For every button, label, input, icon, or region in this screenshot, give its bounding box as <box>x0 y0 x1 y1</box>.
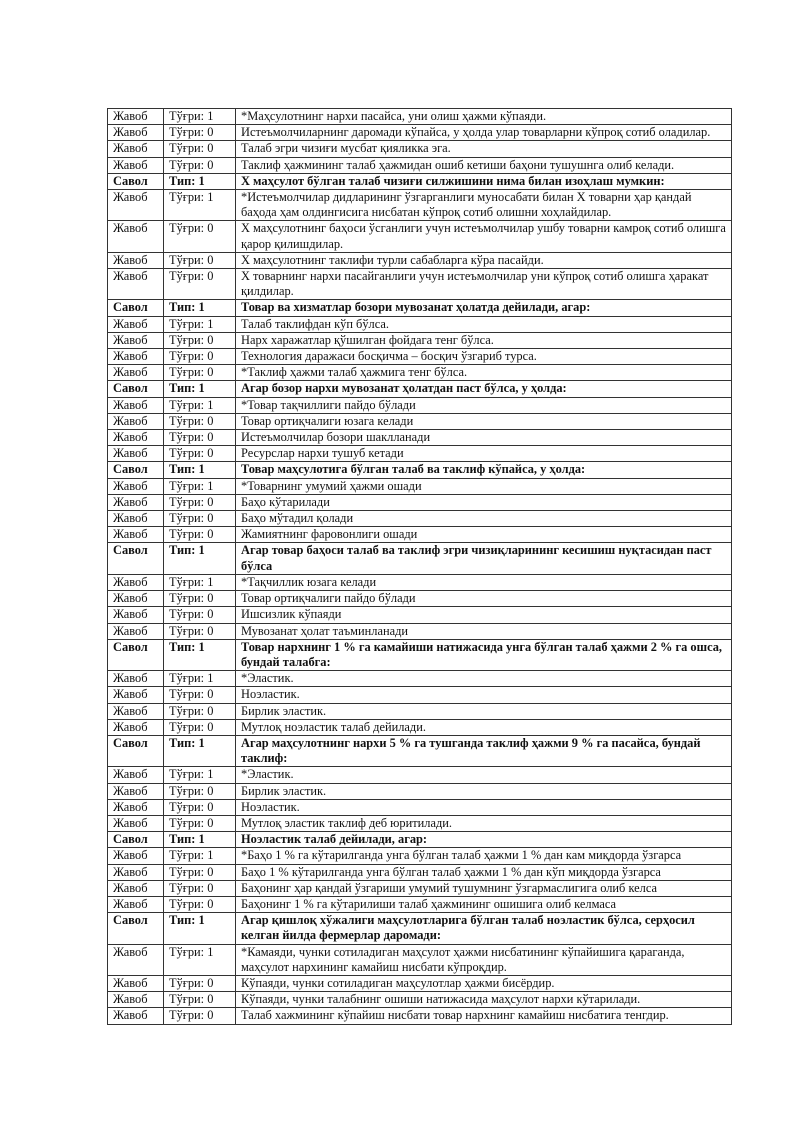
question-row <box>108 832 732 848</box>
answer-row <box>108 687 732 703</box>
row-type-cell: Жавоб <box>108 1008 164 1024</box>
row-text-cell: Технология даражаси босқичма – босқич ўзгариб турса. <box>236 349 732 365</box>
row-text-cell: Талаб эгри чизиғи мусбат қияликка эга. <box>236 141 732 157</box>
row-text-cell: *Эластик. <box>236 767 732 783</box>
answer-row <box>108 864 732 880</box>
row-type-cell: Жавоб <box>108 125 164 141</box>
answer-row <box>108 413 732 429</box>
row-text-cell: Товар ортиқчалиги юзага келади <box>236 413 732 429</box>
answer-row <box>108 992 732 1008</box>
row-text-cell: Кўпаяди, чунки талабнинг ошиши натижасида маҳсулот нархи кўтарилади. <box>236 992 732 1008</box>
answer-row <box>108 896 732 912</box>
row-type-cell: Жавоб <box>108 478 164 494</box>
answer-row <box>108 397 732 413</box>
answer-row <box>108 944 732 975</box>
row-type-cell: Жавоб <box>108 252 164 268</box>
question-row <box>108 300 732 316</box>
answer-row <box>108 719 732 735</box>
row-text-cell: Баҳо 1 % кўтарилганда унга бўлган талаб ҳажми 1 % дан кўп миқдорда ўзгарса <box>236 864 732 880</box>
answer-row <box>108 574 732 590</box>
row-type-cell: Жавоб <box>108 975 164 991</box>
answer-row <box>108 430 732 446</box>
row-text-cell: *Истеъмолчилар дидларининг ўзгарганлиги муносабати билан Х товарни ҳар қандай баҳода ҳам олдингисига нисбатан кўпроқ сотиб олишни хоҳлайдилар. <box>236 190 732 221</box>
row-type-cell: Жавоб <box>108 141 164 157</box>
row-score-cell: Тўғри: 0 <box>164 799 236 815</box>
row-type-cell: Жавоб <box>108 815 164 831</box>
answer-row <box>108 125 732 141</box>
row-type-cell: Жавоб <box>108 221 164 252</box>
row-text-cell: *Баҳо 1 % га кўтарилганда унга бўлган талаб ҳажми 1 % дан кам миқдорда ўзгарса <box>236 848 732 864</box>
row-text-cell: Баҳонинг 1 % га кўтарилиши талаб ҳажмининг ошишига олиб келмаса <box>236 896 732 912</box>
question-row <box>108 735 732 766</box>
row-text-cell: *Товар тақчиллиги пайдо бўлади <box>236 397 732 413</box>
row-text-cell: Баҳонинг ҳар қандай ўзгариши умумий тушумнинг ўзгармаслигига олиб келса <box>236 880 732 896</box>
row-type-cell: Савол <box>108 832 164 848</box>
answer-row <box>108 269 732 300</box>
row-score-cell: Тип: 1 <box>164 462 236 478</box>
row-text-cell: Истеъмолчилар бозори шаклланади <box>236 430 732 446</box>
row-text-cell: Товар ва хизматлар бозори мувозанат ҳолатда дейилади, агар: <box>236 300 732 316</box>
row-type-cell: Жавоб <box>108 848 164 864</box>
row-type-cell: Жавоб <box>108 574 164 590</box>
row-score-cell: Тўғри: 1 <box>164 671 236 687</box>
answer-row <box>108 109 732 125</box>
row-text-cell: Ишсизлик кўпаяди <box>236 607 732 623</box>
row-text-cell: *Таклиф ҳажми талаб ҳажмига тенг бўлса. <box>236 365 732 381</box>
row-score-cell: Тўғри: 1 <box>164 190 236 221</box>
row-type-cell: Савол <box>108 639 164 670</box>
row-text-cell: Жамиятнинг фаровонлиги ошади <box>236 527 732 543</box>
answer-row <box>108 190 732 221</box>
row-score-cell: Тўғри: 0 <box>164 623 236 639</box>
row-type-cell: Жавоб <box>108 269 164 300</box>
row-type-cell: Жавоб <box>108 783 164 799</box>
row-type-cell: Жавоб <box>108 591 164 607</box>
answer-row <box>108 1008 732 1024</box>
answer-row <box>108 671 732 687</box>
question-row <box>108 543 732 574</box>
row-score-cell: Тўғри: 0 <box>164 703 236 719</box>
row-text-cell: Нарх харажатлар қўшилган фойдага тенг бўлса. <box>236 332 732 348</box>
row-score-cell: Тўғри: 1 <box>164 478 236 494</box>
row-score-cell: Тўғри: 0 <box>164 413 236 429</box>
answer-row <box>108 511 732 527</box>
row-text-cell: Товар маҳсулотига бўлган талаб ва таклиф кўпайса, у ҳолда: <box>236 462 732 478</box>
row-score-cell: Тўғри: 0 <box>164 332 236 348</box>
answer-row <box>108 157 732 173</box>
answer-row <box>108 365 732 381</box>
row-text-cell: Кўпаяди, чунки сотиладиган маҳсулотлар ҳажми бисёрдир. <box>236 975 732 991</box>
row-type-cell: Савол <box>108 173 164 189</box>
row-type-cell: Савол <box>108 300 164 316</box>
row-score-cell: Тўғри: 0 <box>164 783 236 799</box>
answer-row <box>108 880 732 896</box>
answer-row <box>108 783 732 799</box>
answer-row <box>108 799 732 815</box>
question-row <box>108 913 732 944</box>
row-score-cell: Тўғри: 0 <box>164 880 236 896</box>
row-score-cell: Тўғри: 0 <box>164 687 236 703</box>
row-text-cell: Ноэластик талаб дейилади, агар: <box>236 832 732 848</box>
answer-row <box>108 975 732 991</box>
row-text-cell: Таклиф ҳажмининг талаб ҳажмидан ошиб кетиши баҳони тушушнга олиб келади. <box>236 157 732 173</box>
answer-row <box>108 623 732 639</box>
row-text-cell: Истеъмолчиларнинг даромади кўпайса, у ҳолда улар товарларни кўпроқ сотиб оладилар. <box>236 125 732 141</box>
row-score-cell: Тўғри: 0 <box>164 527 236 543</box>
row-score-cell: Тип: 1 <box>164 543 236 574</box>
row-type-cell: Жавоб <box>108 799 164 815</box>
row-score-cell: Тип: 1 <box>164 639 236 670</box>
row-score-cell: Тўғри: 0 <box>164 975 236 991</box>
row-text-cell: Агар товар баҳоси талаб ва таклиф эгри чизиқларининг кесишиш нуқтасидан паст бўлса <box>236 543 732 574</box>
row-type-cell: Савол <box>108 462 164 478</box>
row-type-cell: Жавоб <box>108 446 164 462</box>
row-type-cell: Жавоб <box>108 671 164 687</box>
row-text-cell: Мутлоқ эластик таклиф деб юритилади. <box>236 815 732 831</box>
row-type-cell: Жавоб <box>108 944 164 975</box>
row-type-cell: Жавоб <box>108 157 164 173</box>
answer-row <box>108 591 732 607</box>
row-text-cell: Мутлоқ ноэластик талаб дейилади. <box>236 719 732 735</box>
answer-row <box>108 527 732 543</box>
question-row <box>108 381 732 397</box>
questions-table <box>107 108 732 1025</box>
row-text-cell: Баҳо кўтарилади <box>236 494 732 510</box>
row-type-cell: Жавоб <box>108 623 164 639</box>
row-score-cell: Тўғри: 0 <box>164 591 236 607</box>
row-score-cell: Тўғри: 0 <box>164 221 236 252</box>
row-text-cell: Х маҳсулотнинг таклифи турли сабабларга кўра пасайди. <box>236 252 732 268</box>
row-text-cell: Х маҳсулотнинг баҳоси ўсганлиги учун истеъмолчилар ушбу товарни камроқ сотиб олишга қарор қилишдилар. <box>236 221 732 252</box>
row-score-cell: Тўғри: 0 <box>164 125 236 141</box>
row-type-cell: Жавоб <box>108 316 164 332</box>
row-score-cell: Тўғри: 1 <box>164 316 236 332</box>
row-score-cell: Тип: 1 <box>164 381 236 397</box>
answer-row <box>108 767 732 783</box>
question-row <box>108 639 732 670</box>
row-text-cell: *Эластик. <box>236 671 732 687</box>
row-text-cell: *Товарнинг умумий ҳажми ошади <box>236 478 732 494</box>
row-text-cell: Бирлик эластик. <box>236 703 732 719</box>
row-score-cell: Тўғри: 1 <box>164 109 236 125</box>
answer-row <box>108 703 732 719</box>
row-type-cell: Жавоб <box>108 880 164 896</box>
row-type-cell: Жавоб <box>108 896 164 912</box>
row-score-cell: Тўғри: 0 <box>164 864 236 880</box>
answer-row <box>108 446 732 462</box>
answer-row <box>108 252 732 268</box>
questions-table-body <box>108 109 732 1025</box>
row-score-cell: Тўғри: 0 <box>164 141 236 157</box>
row-score-cell: Тўғри: 0 <box>164 511 236 527</box>
row-text-cell: Товар нархнинг 1 % га камайиши натижасида унга бўлган талаб ҳажми 2 % га ошса, бундай талабга: <box>236 639 732 670</box>
row-text-cell: Ноэластик. <box>236 799 732 815</box>
row-type-cell: Жавоб <box>108 349 164 365</box>
row-type-cell: Жавоб <box>108 511 164 527</box>
row-type-cell: Жавоб <box>108 992 164 1008</box>
row-score-cell: Тўғри: 0 <box>164 365 236 381</box>
row-score-cell: Тўғри: 1 <box>164 767 236 783</box>
row-score-cell: Тўғри: 0 <box>164 719 236 735</box>
row-type-cell: Савол <box>108 381 164 397</box>
row-type-cell: Жавоб <box>108 365 164 381</box>
row-score-cell: Тўғри: 0 <box>164 815 236 831</box>
row-type-cell: Савол <box>108 735 164 766</box>
row-score-cell: Тўғри: 0 <box>164 349 236 365</box>
row-text-cell: Ноэластик. <box>236 687 732 703</box>
row-score-cell: Тўғри: 0 <box>164 252 236 268</box>
row-score-cell: Тўғри: 1 <box>164 574 236 590</box>
row-type-cell: Жавоб <box>108 397 164 413</box>
row-type-cell: Жавоб <box>108 527 164 543</box>
row-score-cell: Тўғри: 0 <box>164 896 236 912</box>
row-type-cell: Жавоб <box>108 494 164 510</box>
row-type-cell: Жавоб <box>108 703 164 719</box>
answer-row <box>108 848 732 864</box>
answer-row <box>108 815 732 831</box>
row-text-cell: Агар бозор нархи мувозанат ҳолатдан паст бўлса, у ҳолда: <box>236 381 732 397</box>
row-type-cell: Жавоб <box>108 190 164 221</box>
row-type-cell: Савол <box>108 543 164 574</box>
row-text-cell: Мувозанат ҳолат таъминланади <box>236 623 732 639</box>
row-score-cell: Тўғри: 0 <box>164 269 236 300</box>
row-text-cell: Талаб хажмининг кўпайиш нисбати товар нархнинг камайиш нисбатига тенгдир. <box>236 1008 732 1024</box>
row-type-cell: Савол <box>108 913 164 944</box>
row-score-cell: Тўғри: 1 <box>164 397 236 413</box>
answer-row <box>108 141 732 157</box>
answer-row <box>108 478 732 494</box>
answer-row <box>108 316 732 332</box>
row-text-cell: Агар қишлоқ хўжалиги маҳсулотларига бўлган талаб ноэластик бўлса, серҳосил келган йилда фермерлар даромади: <box>236 913 732 944</box>
row-text-cell: Товар ортиқчалиги пайдо бўлади <box>236 591 732 607</box>
row-score-cell: Тўғри: 0 <box>164 992 236 1008</box>
row-score-cell: Тип: 1 <box>164 300 236 316</box>
row-score-cell: Тип: 1 <box>164 173 236 189</box>
row-score-cell: Тўғри: 1 <box>164 944 236 975</box>
row-type-cell: Жавоб <box>108 864 164 880</box>
row-text-cell: Х товарнинг нархи пасайганлиги учун истеъмолчилар уни кўпроқ сотиб олишга ҳаракат қилдилар. <box>236 269 732 300</box>
row-score-cell: Тўғри: 1 <box>164 848 236 864</box>
document-page <box>107 108 731 1025</box>
row-type-cell: Жавоб <box>108 687 164 703</box>
row-type-cell: Жавоб <box>108 767 164 783</box>
question-row <box>108 462 732 478</box>
row-type-cell: Жавоб <box>108 430 164 446</box>
row-text-cell: Агар маҳсулотнинг нархи 5 % га тушганда таклиф ҳажми 9 % га пасайса, бундай таклиф: <box>236 735 732 766</box>
answer-row <box>108 607 732 623</box>
row-type-cell: Жавоб <box>108 413 164 429</box>
answer-row <box>108 221 732 252</box>
row-type-cell: Жавоб <box>108 719 164 735</box>
question-row <box>108 173 732 189</box>
row-score-cell: Тўғри: 0 <box>164 494 236 510</box>
row-score-cell: Тўғри: 0 <box>164 1008 236 1024</box>
row-type-cell: Жавоб <box>108 332 164 348</box>
row-score-cell: Тўғри: 0 <box>164 607 236 623</box>
row-text-cell: *Тақчиллик юзага келади <box>236 574 732 590</box>
row-text-cell: Талаб таклифдан кўп бўлса. <box>236 316 732 332</box>
row-score-cell: Тип: 1 <box>164 832 236 848</box>
row-type-cell: Жавоб <box>108 109 164 125</box>
row-score-cell: Тўғри: 0 <box>164 157 236 173</box>
row-score-cell: Тўғри: 0 <box>164 446 236 462</box>
row-text-cell: *Маҳсулотнинг нархи пасайса, уни олиш ҳажми кўпаяди. <box>236 109 732 125</box>
row-score-cell: Тўғри: 0 <box>164 430 236 446</box>
answer-row <box>108 332 732 348</box>
row-score-cell: Тип: 1 <box>164 735 236 766</box>
row-type-cell: Жавоб <box>108 607 164 623</box>
answer-row <box>108 494 732 510</box>
row-score-cell: Тип: 1 <box>164 913 236 944</box>
row-text-cell: Бирлик эластик. <box>236 783 732 799</box>
row-text-cell: Х маҳсулот бўлган талаб чизиғи силжишини нима билан изоҳлаш мумкин: <box>236 173 732 189</box>
answer-row <box>108 349 732 365</box>
row-text-cell: Баҳо мўтадил қолади <box>236 511 732 527</box>
row-text-cell: *Камаяди, чунки сотиладиган маҳсулот ҳажми нисбатининг кўпайишига қараганда, маҳсулот нархининг камайиш нисбати кўпроқдир. <box>236 944 732 975</box>
row-text-cell: Ресурслар нархи тушуб кетади <box>236 446 732 462</box>
